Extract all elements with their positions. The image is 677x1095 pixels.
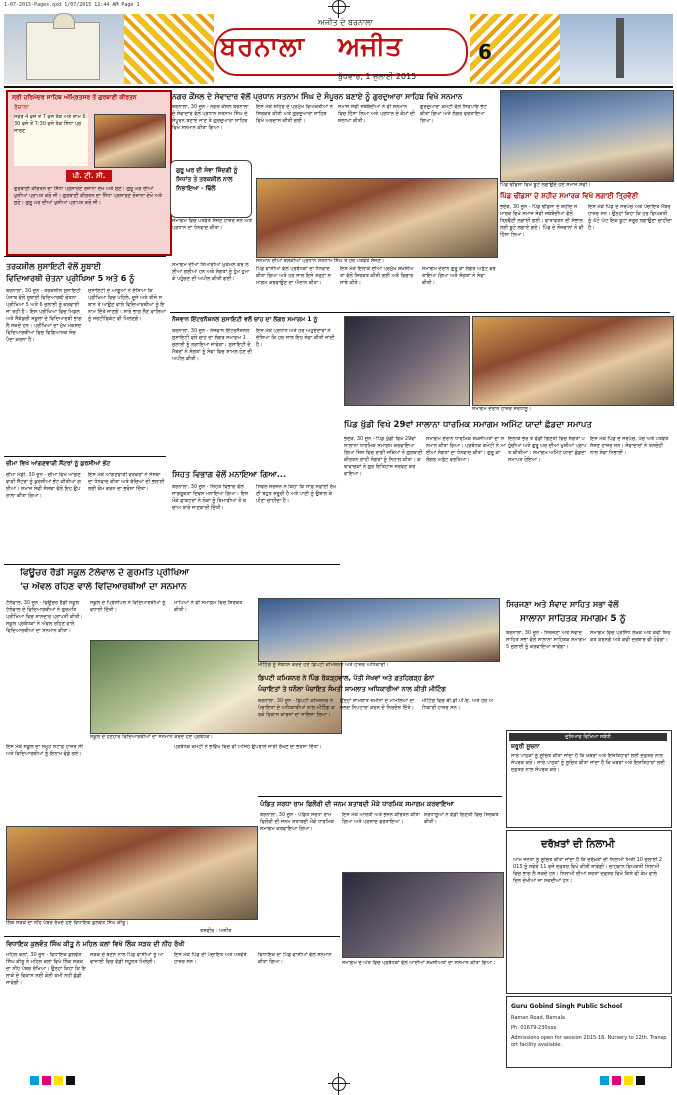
article-dc-col1: ਬਰਨਾਲਾ, 30 ਜੂਨ - ਡਿਪਟੀ ਕਮਿਸ਼ਨਰ ਨੇ ਪੰਚਾਇਤਾਂ ਦੇ ਅਧਿਕਾਰੀਆਂ ਨਾਲ ਮੀਟਿੰਗ ਕਰਕੇ ਵਿਕਾਸ ਕਾਰਜਾਂ ਦਾ ਜਾਇਜ਼ਾ ਲਿਆ। xyxy=(258,698,335,718)
caption-students: ਸਕੂਲ ਦੇ ਹੋਣਹਾਰ ਵਿਦਿਆਰਥੀਆਂ ਦਾ ਸਨਮਾਨ ਕਰਦੇ ਹੋਏ ਪ੍ਰਬੰਧਕ। xyxy=(90,734,214,740)
headline-dc-1: ਡਿਪਟੀ ਕਮਿਸ਼ਨਰ ਨੇ ਪਿੰਡ ਰੱਕੜ੍ਹਵਾਲ, ਪੱਤੀ ਸੇਖਵਾਂ ਅਤੇ ਫ਼ਤਹਿਗੜ੍ਹ ਛੰਨਾਂ xyxy=(258,674,435,682)
article-mid-col1: ਸਮਾਗਮ ਦੀਆਂ ਤਿਆਰੀਆਂ ਮੁਕੰਮਲ ਕਰ ਲਈਆਂ ਗਈਆਂ ਹਨ ਅਤੇ ਸੰਗਤਾਂ ਨੂੰ ਹੁੰਮ ਹੁਮਾ ਕੇ ਪਹੁੰਚਣ ਦੀ ਅਪੀਲ ਕੀਤੀ ਗਈ। xyxy=(172,262,250,282)
notice-body: ਸਾਰੇ ਪਾਠਕਾਂ ਨੂੰ ਸੂਚਿਤ ਕੀਤਾ ਜਾਂਦਾ ਹੈ ਕਿ ਖ਼ਬਰਾਂ ਅਤੇ ਇਸ਼ਤਿਹਾਰਾਂ ਲਈ ਦਫ਼ਤਰ ਨਾਲ ਸੰਪਰਕ ਕਰੋ। ਸਾਰੇ ਪਾਠਕਾਂ ਨੂੰ ਸੂਚਿਤ ਕੀਤਾ ਜਾਂਦਾ ਹੈ ਕਿ ਖ਼ਬਰਾਂ ਅਤੇ ਇਸ਼ਤਿਹਾਰਾਂ ਲਈ ਦਫ਼ਤਰ ਨਾਲ ਸੰਪਰਕ ਕਰੋ। xyxy=(511,753,665,773)
headline-nilami: ਦਰੱਖ਼ਤਾਂ ਦੀ ਨਿਲਾਮੀ xyxy=(541,839,615,850)
article-naujwan-col1: ਬਰਨਾਲਾ, 30 ਜੂਨ - ਨੌਜਵਾਨ ਇੰਟਰਨੈਸ਼ਨਲ ਸੁਸਾਇਟੀ ਵਲੋਂ ਚਾਹ ਦਾ ਲੰਗਰ ਸਮਾਗਮ 1 ਜੁਲਾਈ ਨੂੰ ਲਗਾਇਆ ਜਾਵੇਗਾ। ਸੁਸਾਇਟੀ ਦੇ ਮੈਂਬਰਾਂ ਨੇ ਸੰਗਤਾਂ ਨੂੰ ਸੇਵਾ ਵਿਚ ਸ਼ਾਮਲ ਹੋਣ ਦੀ ਅਪੀਲ ਕੀਤੀ। xyxy=(172,328,252,362)
headline-tarksheel-1: ਤਰਕਸ਼ੀਲ ਸੁਸਾਇਟੀ ਵੱਲੋਂ ਸੂਬਾਈ xyxy=(6,262,101,271)
article-sanman-col1: ਬਰਨਾਲਾ, 30 ਜੂਨ - ਨਗਰ ਕੌਂਸਲ ਬਰਨਾਲਾ ਦੇ ਸੇਵਾਦਾਰ ਵੱਲੋਂ ਪ੍ਰਧਾਨ ਸਤਨਾਮ ਸਿੰਘ ਦੇ ਸੰਪੂਰਨ ਬਣਾਏ ਜਾਣ ਤੇ ਗੁਰਦੁਆਰਾ ਸਾਹਿਬ ਵਿਖੇ ਸਨਮਾਨ ਕੀਤਾ ਗਿਆ। xyxy=(172,104,249,131)
article-future-col3: ਮਾਪਿਆਂ ਨੇ ਵੀ ਸਮਾਗਮ ਵਿਚ ਸ਼ਿਰਕਤ ਕੀਤੀ। xyxy=(174,600,243,613)
page-number: 6 xyxy=(478,40,492,64)
footer-ad-line2: Raman Road, Barnala xyxy=(511,1015,565,1021)
article-sanman-col2: ਇਸ ਮੌਕੇ ਸ਼ਹਿਰ ਦੇ ਪ੍ਰਮੁੱਖ ਵਿਅਕਤੀਆਂ ਨੇ ਸ਼ਿਰਕਤ ਕੀਤੀ ਅਤੇ ਗੁਰਦੁਆਰਾ ਸਾਹਿਬ ਵਿਖੇ ਅਰਦਾਸ ਕੀਤੀ ਗਈ। xyxy=(256,104,333,124)
headline-cheema: ਚੀਮਾ ਵਿਖੇ ਆਂਗਣਵਾੜੀ ਸੈਂਟਰਾਂ ਨੂੰ ਕੁਰਸੀਆਂ ਭੇਂਟ xyxy=(6,460,111,467)
registration-mark-icon xyxy=(332,0,346,14)
cmyk-black-swatch xyxy=(636,1076,645,1085)
article-future-col2: ਸਕੂਲ ਦੇ ਪ੍ਰਿੰਸੀਪਲ ਨੇ ਵਿਦਿਆਰਥੀਆਂ ਨੂੰ ਵਧਾਈ ਦਿੱਤੀ। xyxy=(90,600,166,613)
headline-khuddi: ਪਿੰਡ ਖੁੱਡੀ ਵਿਖੇ 29ਵਾਂ ਸਾਲਾਨਾ ਧਾਰਮਿਕ ਸਮਾਗਮ ਅਮਿੱਟ ਯਾਦਾਂ ਛੱਡਦਾ ਸਮਾਪਤ xyxy=(344,420,592,430)
masthead-top-label: ਅਜੀਤ ਦੇ ਬਰਨਾਲਾ xyxy=(318,18,373,27)
cmyk-cyan-swatch xyxy=(30,1076,39,1085)
headline-sahit-2: ਸਾਲਾਨਾ ਸਾਹਿਤਕ ਸਮਾਗਮ 5 ਨੂੰ xyxy=(520,614,626,624)
article-mid-col2: ਪਿੰਡ ਵਾਸੀਆਂ ਵੱਲੋਂ ਪ੍ਰਬੰਧਕਾਂ ਦਾ ਧੰਨਵਾਦ ਕੀਤਾ ਗਿਆ ਅਤੇ ਹਰ ਸਾਲ ਇਸੇ ਤਰ੍ਹਾਂ ਸਮਾਗਮ ਕਰਵਾਉਣ ਦਾ ਐਲਾਨ ਕੀਤਾ। xyxy=(256,266,331,286)
headline-tarksheel-2: ਵਿਦਿਆਰਥੀ ਚੇਤਨਾ ਪ੍ਰੀਖਿਆ 5 ਅਤੇ 6 ਨੂੰ xyxy=(6,274,135,283)
cmyk-yellow-swatch xyxy=(54,1076,63,1085)
notice-bar-label: ਦੁਨਿਆਵ ਵਿਖਿਆ ਸਬੰਧੀ xyxy=(509,733,667,741)
article-trivaini-col2: ਇਸ ਮੌਕੇ ਪਿੰਡ ਦੇ ਸਰਪੰਚ ਅਤੇ ਪੰਚਾਇਤ ਮੈਂਬਰ ਹਾਜ਼ਰ ਸਨ। ਉਨ੍ਹਾਂ ਕਿਹਾ ਕਿ ਹਰ ਵਿਅਕਤੀ ਨੂੰ ਘੱਟੋ ਘੱਟ ਇਕ ਬੂਟਾ ਜ਼ਰੂਰ ਲਗਾਉਣਾ ਚਾਹੀਦਾ ਹੈ। xyxy=(588,204,672,231)
article-naujwan-col2: ਇਸ ਮੌਕੇ ਪ੍ਰਧਾਨ ਅਤੇ ਹੋਰ ਅਹੁਦੇਦਾਰਾਂ ਨੇ ਦੱਸਿਆ ਕਿ ਹਰ ਸਾਲ ਇਹ ਸੇਵਾ ਕੀਤੀ ਜਾਂਦੀ ਹੈ। xyxy=(256,328,335,348)
headline-future-ready-1: ਫਿਊਚਰ ਰੈਡੀ ਸਕੂਲ ਟੱਲੇਵਾਲ ਦੇ ਗੁਰਮਤਿ ਪ੍ਰੀਖਿਆ xyxy=(20,568,190,578)
article-mid-col3: ਇਸ ਮੌਕੇ ਇਲਾਕੇ ਦੀਆਂ ਪ੍ਰਮੁੱਖ ਸ਼ਖ਼ਸੀਅਤਾਂ ਵੱਲੋਂ ਸ਼ਿਰਕਤ ਕੀਤੀ ਗਈ ਅਤੇ ਵਿਚਾਰ ਸਾਂਝੇ ਕੀਤੇ। xyxy=(340,266,414,286)
section-rule xyxy=(4,456,166,457)
article-sanman-col1b: ਸਮਾਗਮ ਵਿਚ ਪਤਵੰਤੇ ਸੱਜਣ ਹਾਜ਼ਰ ਸਨ ਅਤੇ ਪ੍ਰਧਾਨ ਦਾ ਧੰਨਵਾਦ ਕੀਤਾ। xyxy=(172,218,252,231)
sanman-photo xyxy=(256,178,498,258)
masthead-rule xyxy=(4,86,673,88)
headline-naujwan: ਨੌਜਵਾਨ ਇੰਟਰਨੈਸ਼ਨਲ ਸੁਸਾਇਟੀ ਵਲੋਂ ਚਾਹ ਦਾ ਲੰਗਰ ਸਮਾਗਮ 1 ਨੂੰ xyxy=(172,316,318,323)
article-khuddi-col2: ਸਮਾਗਮ ਦੌਰਾਨ ਧਾਰਮਿਕ ਸ਼ਖ਼ਸੀਅਤਾਂ ਦਾ ਸਨਮਾਨ ਕੀਤਾ ਗਿਆ। ਪ੍ਰਬੰਧਕ ਕਮੇਟੀ ਨੇ ਆਈਆਂ ਸੰਗਤਾਂ ਦਾ ਧੰਨਵਾਦ ਕੀਤਾ। ਗੁਰੂ ਕਾ ਲੰਗਰ ਅਤੁੱਟ ਵਰਤਿਆ। xyxy=(426,436,506,463)
article-future-col1b: ਇਸ ਮੌਕੇ ਸਕੂਲ ਦਾ ਸਮੂਹ ਸਟਾਫ਼ ਹਾਜ਼ਰ ਸੀ ਅਤੇ ਵਿਦਿਆਰਥੀਆਂ ਨੂੰ ਇਨਾਮ ਵੰਡੇ ਗਏ। xyxy=(6,744,83,757)
article-pandit-col2: ਇਸ ਮੌਕੇ ਆਰਤੀ ਅਤੇ ਭਜਨ ਕੀਰਤਨ ਕੀਤਾ ਗਿਆ ਅਤੇ ਪ੍ਰਸ਼ਾਦ ਵਰਤਾਇਆ। xyxy=(342,812,420,825)
headline-sanman: ਨਗਰ ਕੌਂਸਲ ਦੇ ਸੇਵਾਦਾਰ ਵੱਲੋਂ ਪ੍ਰਧਾਨ ਸਤਨਾਮ ਸਿੰਘ ਦੇ ਸੰਪੂਰਨ ਬਣਾਏ ਨੂੰ ਗੁਰਦੁਆਰਾ ਸਾਹਿਬ ਵਿਖੇ ਸਨਮਾਨ xyxy=(172,92,463,101)
article-mla-col2: ਸੜਕ ਦੇ ਬਣਨ ਨਾਲ ਪਿੰਡ ਵਾਸੀਆਂ ਨੂੰ ਆਵਾਜਾਈ ਵਿਚ ਵੱਡੀ ਸਹੂਲਤ ਮਿਲੇਗੀ। xyxy=(90,952,164,965)
mla-photo xyxy=(6,826,258,920)
footer-ad-phone: Ph. 01679-230xxx xyxy=(511,1025,557,1031)
footer-ad-line1: Guru Gobind Singh Public School xyxy=(511,1003,623,1010)
plantation-photo xyxy=(500,90,674,182)
article-sehat-col2: ਸਿਵਲ ਸਰਜਨ ਨੇ ਕਿਹਾ ਕਿ ਸਾਫ਼ ਸਫ਼ਾਈ ਰੱਖਣੀ ਬਹੁਤ ਜ਼ਰੂਰੀ ਹੈ ਅਤੇ ਪਾਣੀ ਨੂੰ ਉਬਾਲ ਕੇ ਪੀਣਾ ਚਾਹੀਦਾ ਹੈ। xyxy=(256,484,337,504)
caption-mla: ਲਿੰਕ ਸੜਕ ਦਾ ਨੀਂਹ ਪੱਥਰ ਰੱਖਦੇ ਹੋਏ ਵਿਧਾਇਕ ਕੁਲਵੰਤ ਸਿੰਘ ਕੀਤੂ। xyxy=(6,920,129,926)
golden-temple-photo xyxy=(94,114,166,168)
headline-trivaini: ਪਿੰਡ ਢੀਂਡਸਾ ਦੇ ਸ਼ਹੀਦ ਸਮਾਰਕ ਵਿਖੇ ਲਗਾਈ ਤ੍ਰਿਵੈਣੀ xyxy=(500,192,639,200)
article-pandit-tail: ਸਮਾਗਮ ਦੇ ਅੰਤ ਵਿਚ ਪ੍ਰਬੰਧਕਾਂ ਵੱਲੋਂ ਆਈਆਂ ਸ਼ਖ਼ਸੀਅਤਾਂ ਦਾ ਸਨਮਾਨ ਕੀਤਾ ਗਿਆ। xyxy=(342,960,496,966)
section-rule xyxy=(4,256,166,257)
kirtan-ad-title: ਸ੍ਰੀ ਹਰਿਮੰਦਰ ਸਾਹਿਬ ਅੰਮ੍ਰਿਤਸਰ ਤੋਂ ਗੁਰਬਾਣੀ ਕੀਰਤਨ xyxy=(12,94,137,101)
section-rule xyxy=(4,936,340,937)
article-mla-col1: ਮਹਿਲ ਕਲਾਂ, 30 ਜੂਨ - ਵਿਧਾਇਕ ਕੁਲਵੰਤ ਸਿੰਘ ਕੀਤੂ ਨੇ ਮਹਿਲ ਕਲਾਂ ਵਿਖੇ ਲਿੰਕ ਸੜਕ ਦਾ ਨੀਂਹ ਪੱਥਰ ਰੱਖਿਆ। ਉਨ੍ਹਾਂ ਕਿਹਾ ਕਿ ਇਲਾਕੇ ਦੇ ਵਿਕਾਸ ਲਈ ਕੋਈ ਕਮੀ ਨਹੀਂ ਛੱਡੀ ਜਾਵੇਗੀ। xyxy=(6,952,86,986)
footer-ad xyxy=(506,996,672,1068)
article-mla-col4: ਵਿਧਾਇਕ ਦਾ ਪਿੰਡ ਵਾਸੀਆਂ ਵੱਲੋਂ ਸਨਮਾਨ ਕੀਤਾ ਗਿਆ। xyxy=(258,952,332,965)
masthead-paper-name: ਅਜੀਤ xyxy=(338,32,402,62)
article-khuddi-col1: ਭਦੌੜ, 30 ਜੂਨ - ਪਿੰਡ ਖੁੱਡੀ ਵਿਖੇ 29ਵਾਂ ਸਾਲਾਨਾ ਧਾਰਮਿਕ ਸਮਾਗਮ ਕਰਵਾਇਆ ਗਿਆ ਜਿਸ ਵਿਚ ਰਾਗੀ ਜਥਿਆਂ ਨੇ ਗੁਰਬਾਣੀ ਕੀਰਤਨ ਰਾਹੀਂ ਸੰਗਤਾਂ ਨੂੰ ਨਿਹਾਲ ਕੀਤਾ। ਕਥਾਵਾਚਕਾਂ ਨੇ ਗੁਰ ਇਤਿਹਾਸ ਸਰਵਣ ਕਰਵਾਇਆ। xyxy=(344,436,423,477)
footer-ad-body: Admissions open for session 2015-16. Nursery to 12th. Transport facility available. xyxy=(511,1035,667,1048)
cmyk-black-swatch xyxy=(66,1076,75,1085)
article-sahit-col2: ਸਮਾਗਮ ਵਿਚ ਪ੍ਰਸਿੱਧ ਲੇਖਕ ਅਤੇ ਕਵੀ ਸ਼ਿਰਕਤ ਕਰਨਗੇ ਅਤੇ ਕਵੀ ਦਰਬਾਰ ਵੀ ਹੋਵੇਗਾ। xyxy=(590,630,671,643)
article-cheema-col2: ਇਸ ਮੌਕੇ ਆਂਗਣਵਾੜੀ ਵਰਕਰਾਂ ਨੇ ਸੰਸਥਾ ਦਾ ਧੰਨਵਾਦ ਕੀਤਾ ਅਤੇ ਬੱਚਿਆਂ ਦੀ ਭਲਾਈ ਲਈ ਕੰਮ ਕਰਨ ਦਾ ਭਰੋਸਾ ਦਿੱਤਾ। xyxy=(88,472,165,492)
article-sahit-col1: ਬਰਨਾਲਾ, 30 ਜੂਨ - ਸਿਰਜਣਾ ਅਤੇ ਸੰਵਾਦ ਸਾਹਿਤ ਸਭਾ ਵੱਲੋਂ ਸਾਲਾਨਾ ਸਾਹਿਤਕ ਸਮਾਗਮ 5 ਜੁਲਾਈ ਨੂੰ ਕਰਵਾਇਆ ਜਾਵੇਗਾ। xyxy=(506,630,586,650)
caption-sanman: ਸਨਮਾਨ ਦੀਆਂ ਝਲਕੀਆਂ ਪ੍ਰਧਾਨ ਸਤਨਾਮ ਸਿੰਘ ਤੇ ਹੋਰ ਪਤਵੰਤੇ ਸੱਜਣ। xyxy=(256,258,385,264)
gurdwara-icon xyxy=(26,22,100,80)
notice-box xyxy=(506,730,672,828)
section-rule xyxy=(258,796,502,797)
headline-sahit-1: ਸਿਰਜਣਾ ਅਤੇ ਸੰਵਾਦ ਸਾਹਿਤ ਸਭਾ ਵੱਲੋਂ xyxy=(506,600,619,609)
article-cheema-col1: ਚੀਮਾ ਮੰਡੀ, 30 ਜੂਨ - ਚੀਮਾ ਵਿਖੇ ਆਂਗਣਵਾੜੀ ਸੈਂਟਰਾਂ ਨੂੰ ਕੁਰਸੀਆਂ ਭੇਂਟ ਕੀਤੀਆਂ ਗਈਆਂ। ਸਮਾਜ ਸੇਵੀ ਸੰਸਥਾ ਵੱਲੋਂ ਇਹ ਉਪਰਾਲਾ ਕੀਤਾ ਗਿਆ। xyxy=(6,472,81,499)
article-tarksheel-col1: ਬਰਨਾਲਾ, 30 ਜੂਨ - ਤਰਕਸ਼ੀਲ ਸੁਸਾਇਟੀ ਪੰਜਾਬ ਵੱਲੋਂ ਸੂਬਾਈ ਵਿਦਿਆਰਥੀ ਚੇਤਨਾ ਪ੍ਰੀਖਿਆ 5 ਅਤੇ 6 ਜੁਲਾਈ ਨੂੰ ਕਰਵਾਈ ਜਾ ਰਹੀ ਹੈ। ਇਸ ਪ੍ਰੀਖਿਆ ਵਿਚ ਮਿਡਲ ਅਤੇ ਸੈਕੰਡਰੀ ਸਕੂਲਾਂ ਦੇ ਵਿਦਿਆਰਥੀ ਭਾਗ ਲੈ ਸਕਦੇ ਹਨ। ਪ੍ਰੀਖਿਆ ਦਾ ਮੁੱਖ ਮਕਸਦ ਵਿਦਿਆਰਥੀਆਂ ਵਿਚ ਵਿਗਿਆਨਕ ਸੋਚ ਪੈਦਾ ਕਰਨਾ ਹੈ। xyxy=(6,288,82,343)
notice-title: ਜ਼ਰੂਰੀ ਸੂਚਨਾ xyxy=(511,743,540,750)
article-tarksheel-col2: ਸੁਸਾਇਟੀ ਦੇ ਆਗੂਆਂ ਨੇ ਦੱਸਿਆ ਕਿ ਪ੍ਰੀਖਿਆ ਵਿਚ ਪਹਿਲੇ, ਦੂਜੇ ਅਤੇ ਤੀਜੇ ਸਥਾਨ ਤੇ ਆਉਣ ਵਾਲੇ ਵਿਦਿਆਰਥੀਆਂ ਨੂੰ ਇਨਾਮ ਦਿੱਤੇ ਜਾਣਗੇ। ਸਾਰੇ ਭਾਗ ਲੈਣ ਵਾਲਿਆਂ ਨੂੰ ਸਰਟੀਫਿਕੇਟ ਵੀ ਮਿਲਣਗੇ। xyxy=(88,288,166,322)
kirtan-ad-subtitle: ਰੋਜ਼ਾਨਾ xyxy=(14,104,29,111)
article-future-col1: ਟੱਲੇਵਾਲ, 30 ਜੂਨ - ਫਿਊਚਰ ਰੈਡੀ ਸਕੂਲ ਟੱਲੇਵਾਲ ਦੇ ਵਿਦਿਆਰਥੀਆਂ ਨੇ ਗੁਰਮਤਿ ਪ੍ਰੀਖਿਆ ਵਿਚ ਸ਼ਾਨਦਾਰ ਪ੍ਰਾਪਤੀ ਕੀਤੀ। ਸਕੂਲ ਪ੍ਰਬੰਧਕਾਂ ਨੇ ਅੱਵਲ ਰਹਿਣ ਵਾਲੇ ਵਿਦਿਆਰਥੀਆਂ ਦਾ ਸਨਮਾਨ ਕੀਤਾ। xyxy=(6,600,83,634)
nilami-body: ਆਮ ਜਨਤਾ ਨੂੰ ਸੂਚਿਤ ਕੀਤਾ ਜਾਂਦਾ ਹੈ ਕਿ ਦਰੱਖ਼ਤਾਂ ਦੀ ਨਿਲਾਮੀ ਮਿਤੀ 10 ਜੁਲਾਈ 2015 ਨੂੰ ਸਵੇਰੇ 11 ਵਜੇ ਦਫ਼ਤਰ ਵਿਖੇ ਕੀਤੀ ਜਾਵੇਗੀ। ਚਾਹਵਾਨ ਵਿਅਕਤੀ ਨਿਲਾਮੀ ਵਿਚ ਭਾਗ ਲੈ ਸਕਦੇ ਹਨ। ਨਿਲਾਮੀ ਦੀਆਂ ਸ਼ਰਤਾਂ ਦਫ਼ਤਰ ਵਿਖੇ ਕਿਸੇ ਵੀ ਕੰਮ ਵਾਲੇ ਦਿਨ ਦੇਖੀਆਂ ਜਾ ਸਕਦੀਆਂ ਹਨ। xyxy=(513,857,663,884)
article-mla-col3: ਇਸ ਮੌਕੇ ਪਿੰਡ ਦੀ ਪੰਚਾਇਤ ਅਤੇ ਪਤਵੰਤੇ ਹਾਜ਼ਰ ਸਨ। xyxy=(174,952,247,965)
kirtan-ad xyxy=(6,90,172,256)
headline-mla: ਵਿਧਾਇਕ ਕੁਲਵੰਤ ਸਿੰਘ ਕੀਤੂ ਨੇ ਮਹਿਲ ਕਲਾਂ ਵਿਖੇ ਲਿੰਕ ਸੜਕ ਦੀ ਨੀਂਹ ਰੱਖੀ xyxy=(6,940,185,948)
article-pandit-col3: ਸ਼ਰਧਾਲੂਆਂ ਨੇ ਵੱਡੀ ਗਿਣਤੀ ਵਿਚ ਸ਼ਿਰਕਤ ਕੀਤੀ। xyxy=(424,812,499,825)
nilami-box xyxy=(506,830,672,994)
article-sanman-col4: ਗੁਰਦੁਆਰਾ ਕਮੇਟੀ ਵੱਲੋਂ ਸਿਰੋਪਾਓ ਭੇਟ ਕੀਤਾ ਗਿਆ ਅਤੇ ਲੰਗਰ ਵਰਤਾਇਆ ਗਿਆ। xyxy=(420,104,487,124)
pandit-samagam-photo xyxy=(342,872,504,958)
cmyk-yellow-swatch xyxy=(624,1076,633,1085)
article-sehat-col1: ਬਰਨਾਲਾ, 30 ਜੂਨ - ਸਿਹਤ ਵਿਭਾਗ ਵੱਲੋਂ ਜਾਗਰੂਕਤਾ ਦਿਵਸ ਮਨਾਇਆ ਗਿਆ। ਇਸ ਮੌਕੇ ਡਾਕਟਰਾਂ ਨੇ ਲੋਕਾਂ ਨੂੰ ਬਿਮਾਰੀਆਂ ਤੋਂ ਬਚਾਅ ਬਾਰੇ ਜਾਣਕਾਰੀ ਦਿੱਤੀ। xyxy=(172,484,249,511)
article-pandit-col1: ਬਰਨਾਲਾ, 30 ਜੂਨ - ਪੰਡਿਤ ਸਰਧਾ ਰਾਮ ਫਿਲੌਰੀ ਦੀ ਜਨਮ ਸ਼ਤਾਬਦੀ ਮੌਕੇ ਧਾਰਮਿਕ ਸਮਾਗਮ ਕਰਵਾਇਆ ਗਿਆ। xyxy=(260,812,334,832)
masthead-city: ਬਰਨਾਲਾ xyxy=(220,32,306,62)
headline-pandit: ਪੰਡਿਤ ਸਰਧਾ ਰਾਮ ਫਿਲੌਰੀ ਦੀ ਜਨਮ ਸ਼ਤਾਬਦੀ ਮੌਕੇ ਧਾਰਮਿਕ ਸਮਾਗਮ ਕਰਵਾਇਆ xyxy=(260,800,454,808)
article-khuddi-col3: ਇਲਾਕੇ ਭਰ ਤੋਂ ਵੱਡੀ ਗਿਣਤੀ ਵਿਚ ਸੰਗਤਾਂ ਪਹੁੰਚੀਆਂ ਅਤੇ ਗੁਰੂ ਘਰ ਦੀਆਂ ਖੁਸ਼ੀਆਂ ਪ੍ਰਾਪਤ ਕੀਤੀਆਂ। ਸਮਾਗਮ ਅਮਿੱਟ ਯਾਦਾਂ ਛੱਡਦਾ ਸਮਾਪਤ ਹੋਇਆ। xyxy=(508,436,587,463)
caption-dc-meeting: ਮੀਟਿੰਗ ਨੂੰ ਸੰਬੋਧਨ ਕਰਦੇ ਹੋਏ ਡਿਪਟੀ ਕਮਿਸ਼ਨਰ ਅਤੇ ਹਾਜ਼ਰ ਅਧਿਕਾਰੀ। xyxy=(258,662,389,668)
article-khuddi-col4: ਇਸ ਮੌਕੇ ਪਿੰਡ ਦੇ ਸਰਪੰਚ, ਪੰਚ ਅਤੇ ਪਤਵੰਤੇ ਸੱਜਣ ਹਾਜ਼ਰ ਸਨ। ਸੇਵਾਦਾਰਾਂ ਨੇ ਤਨਦੇਹੀ ਨਾਲ ਸੇਵਾ ਨਿਭਾਈ। xyxy=(590,436,669,456)
print-info-line: 1-07-2015-Pages.qxd 1/07/2015 12:44 AM Page 1 xyxy=(4,2,140,8)
memorial-tower-icon xyxy=(616,18,624,78)
section-rule xyxy=(4,564,340,565)
headline-sehat: ਸਿਹਤ ਵਿਭਾਗ ਵੱਲੋਂ ਮਨਾਇਆ ਗਿਆ... xyxy=(172,470,287,479)
caption-sangat: ਸਮਾਗਮ ਦੌਰਾਨ ਹਾਜ਼ਰ ਸ਼ਰਧਾਲੂ। xyxy=(472,406,532,412)
article-sanman-col3: ਸਮਾਜ ਸੇਵੀ ਜਥੇਬੰਦੀਆਂ ਨੇ ਵੀ ਸਨਮਾਨ ਵਿਚ ਹਿੱਸਾ ਲਿਆ ਅਤੇ ਪ੍ਰਧਾਨ ਦੇ ਕੰਮਾਂ ਦੀ ਸ਼ਲਾਘਾ ਕੀਤੀ। xyxy=(338,104,415,124)
cmyk-magenta-swatch xyxy=(42,1076,51,1085)
kirtan-ad-text: ਸਵੇਰੇ 4 ਵਜੇ ਤੋਂ 7 ਵਜੇ ਤੱਕ ਅਤੇ ਸ਼ਾਮ 6:30 ਵਜੇ ਤੋਂ 7:30 ਵਜੇ ਤੱਕ ਸਿੱਧਾ ਪ੍ਰਸਾਰਣ xyxy=(14,114,88,166)
headline-quote: ਗੁਰੂ ਘਰ ਦੀ ਸੇਵਾ ਜ਼ਿੰਦਗੀ ਨੂੰ ਸਿਧਾਂਤ ਤੇ ਤਰਕਸ਼ੀਲ ਨਾਲ ਨਿਭਾਇਆ - ਢਿੱਲੋਂ xyxy=(176,167,238,192)
masthead-date: ਬੁੱਧਵਾਰ, 1 ਜੁਲਾਈ 2015 xyxy=(338,72,417,81)
masthead-pattern-left xyxy=(124,14,214,84)
cmyk-magenta-swatch xyxy=(612,1076,621,1085)
dc-meeting-photo xyxy=(258,598,500,662)
article-mid-col4: ਸਮਾਗਮ ਦੌਰਾਨ ਗੁਰੂ ਕਾ ਲੰਗਰ ਅਤੁੱਟ ਵਰਤਾਇਆ ਗਿਆ ਅਤੇ ਸੰਗਤਾਂ ਨੇ ਸੇਵਾ ਕੀਤੀ। xyxy=(422,266,496,286)
headline-dc-2: ਪੰਚਾਇਤਾਂ ਤੇ ਧਨੌਲਾ ਪੰਚਾਇਤ ਸੰਮਤੀ ਸ਼ਾਮਲਾਤ ਅਧਿਕਾਰੀਆਂ ਨਾਲ ਕੀਤੀ ਮੀਟਿੰਗ xyxy=(258,685,446,693)
article-dc-col3: ਮੀਟਿੰਗ ਵਿਚ ਬੀ.ਡੀ.ਪੀ.ਓ. ਅਤੇ ਹੋਰ ਅਧਿਕਾਰੀ ਹਾਜ਼ਰ ਸਨ। xyxy=(422,698,494,711)
article-dc-col2: ਉਨ੍ਹਾਂ ਸ਼ਾਮਲਾਤ ਜ਼ਮੀਨਾਂ ਦੇ ਮਾਮਲਿਆਂ ਦਾ ਜਲਦ ਨਿਪਟਾਰਾ ਕਰਨ ਦੇ ਨਿਰਦੇਸ਼ ਦਿੱਤੇ। xyxy=(340,698,415,711)
article-future-tail: ਪ੍ਰਬੰਧਕ ਕਮੇਟੀ ਨੇ ਭਵਿੱਖ ਵਿਚ ਵੀ ਅਜਿਹੇ ਉਪਰਾਲੇ ਜਾਰੀ ਰੱਖਣ ਦਾ ਭਰੋਸਾ ਦਿੱਤਾ। xyxy=(174,744,322,750)
headline-future-ready-2: 'ਚ ਅੱਵਲ ਰਹਿਣ ਵਾਲੇ ਵਿਦਿਆਰਥੀਆਂ ਦਾ ਸਨਮਾਨ xyxy=(20,582,187,592)
caption-plantation: ਪਿੰਡ ਢੀਂਡਸਾ ਵਿਖੇ ਬੂਟੇ ਲਗਾਉਂਦੇ ਹੋਏ ਸਮਾਜ ਸੇਵੀ। xyxy=(500,182,591,188)
cmyk-cyan-swatch xyxy=(600,1076,609,1085)
article-trivaini-col1: ਭਦੌੜ, 30 ਜੂਨ - ਪਿੰਡ ਢੀਂਡਸਾ ਦੇ ਸ਼ਹੀਦ ਸਮਾਰਕ ਵਿਖੇ ਸਮਾਜ ਸੇਵੀ ਜਥੇਬੰਦੀਆਂ ਵੱਲੋਂ ਤ੍ਰਿਵੈਣੀ ਲਗਾਈ ਗਈ। ਵਾਤਾਵਰਨ ਦੀ ਸੰਭਾਲ ਲਈ ਬੂਟੇ ਲਗਾਏ ਗਏ। ਪਿੰਡ ਦੇ ਨੌਜਵਾਨਾਂ ਨੇ ਵੀ ਹਿੱਸਾ ਲਿਆ। xyxy=(500,204,584,238)
kirtan-ad-body: ਗੁਰਬਾਣੀ ਕੀਰਤਨ ਦਾ ਸਿੱਧਾ ਪ੍ਰਸਾਰਣ ਰੋਜ਼ਾਨਾ ਦੇਖੋ ਅਤੇ ਸੁਣੋ। ਗੁਰੂ ਘਰ ਦੀਆਂ ਖੁਸ਼ੀਆਂ ਪ੍ਰਾਪਤ ਕਰੋ ਜੀ। ਗੁਰਬਾਣੀ ਕੀਰਤਨ ਦਾ ਸਿੱਧਾ ਪ੍ਰਸਾਰਣ ਰੋਜ਼ਾਨਾ ਦੇਖੋ ਅਤੇ ਸੁਣੋ। ਗੁਰੂ ਘਰ ਦੀਆਂ ਖੁਸ਼ੀਆਂ ਪ੍ਰਾਪਤ ਕਰੋ ਜੀ। xyxy=(14,186,163,206)
section-rule xyxy=(170,312,670,313)
kirtan-stage-photo xyxy=(344,316,470,406)
caption-credit: ਤਸਵੀਰ : ਅਜੀਤ xyxy=(200,928,232,934)
ptc-channel-badge: ਪੀ. ਟੀ. ਸੀ. xyxy=(66,170,112,182)
sangat-photo xyxy=(472,316,674,406)
